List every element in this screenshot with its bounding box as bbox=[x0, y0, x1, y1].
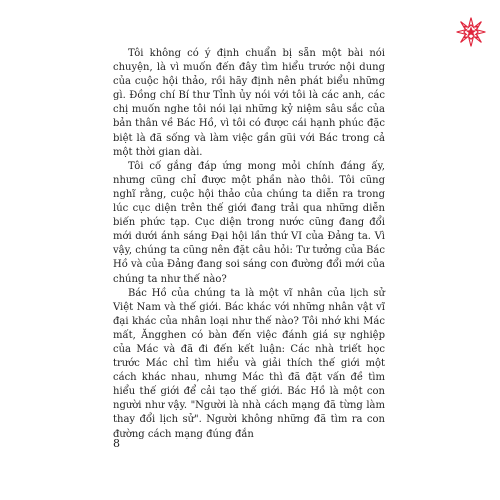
body-text bbox=[113, 47, 385, 442]
paragraph-3: Bác Hồ của chúng ta là một vĩ nhân của lịch sử Việt Nam và thế giới. Bác khác với những nhân vật vĩ đại khác của nhân loại như thế nào? Tôi nhớ khi Mác mất, Ăngghen có bàn đến việc đánh giá sự nghiệp của Mác và đã đi đến kết luận: Các nhà triết học trước Mác chỉ tìm hiểu và giải thích thế giới một cách khác nhau, nhưng Mác thì đã đặt vấn đề tìm hiểu thế giới để cải tạo thế giới. Bác Hồ là một con người như vậy. "Người là nhà cách mạng đã từng làm thay đổi lịch sử". Người không những đã tìm ra con đường cách mạng đúng đắn bbox=[113, 287, 385, 440]
page-number: 8 bbox=[113, 437, 120, 450]
paragraph-1: Tôi không có ý định chuẩn bị sẵn một bài nói chuyện, là vì muốn đến đây tìm hiểu trước nội dung của cuộc hội thảo, rồi hãy định nên phát biểu những gì. Đồng chí Bí thư Tỉnh ủy nói với tôi là các anh, các chị muốn nghe tôi nói lại những kỷ niệm sâu sắc của bản thân về Bác Hồ, vì tôi có được cái hạnh phúc đặc biệt là đã sống và làm việc gần gũi với Bác trong cả một thời gian dài. bbox=[113, 48, 385, 158]
paragraph-2: Tôi cố gắng đáp ứng mong mỏi chính đáng ấy, nhưng cũng chỉ được một phần nào thôi. Tôi cũng nghĩ rằng, cuộc hội thảo của chúng ta diễn ra trong lúc cục diện trên thế giới đang trải qua những diễn biến phức tạp. Cục diện trong nước cũng đang đổi mới dưới ánh sáng Đại hội lần thứ VI của Đảng ta. Vì vậy, chúng ta cũng nên đặt câu hỏi: Tư tưởng của Bác Hồ và của Đảng đang soi sáng con đường đổi mới của chúng ta như thế nào? bbox=[113, 160, 385, 285]
star-emblem-icon bbox=[455, 16, 487, 48]
